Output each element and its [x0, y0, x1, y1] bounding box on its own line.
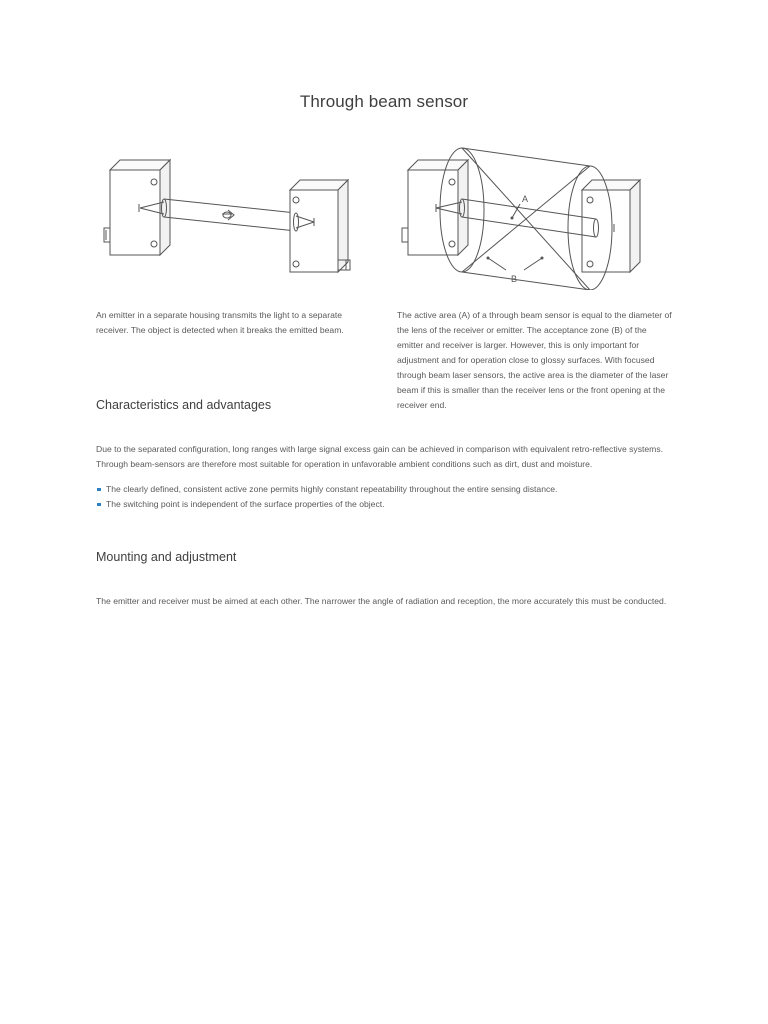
mounting-heading: Mounting and adjustment [96, 550, 237, 564]
label-b: B [511, 274, 518, 284]
list-item [96, 497, 676, 512]
bullet-icon [97, 488, 101, 491]
right-figure-caption: The active area (A) of a through beam sensor is equal to the diameter of the lens of the receiver or emitter. The acceptance zone (B) of the emitter and receiver is larger. However, this is only important for adjustment and for operation close to glossy surfaces. With focused through beam laser sensors, the active area is the diameter of the laser beam if this is smaller than the receiver lens or the front opening at the receiver end. [397, 310, 672, 410]
list-item [96, 482, 676, 497]
active-area-diagram [400, 140, 650, 290]
characteristics-heading: Characteristics and advantages [96, 398, 272, 412]
bullet-icon [97, 503, 101, 506]
left-figure-caption: An emitter in a separate housing transmits the light to a separate receiver. The object is detected when it breaks the emitted beam. [96, 310, 344, 335]
advantages-list [96, 482, 676, 512]
label-a: A [522, 194, 529, 204]
list-item-text: The switching point is independent of the surface properties of the object. [106, 499, 385, 509]
characteristics-paragraph: Due to the separated configuration, long ranges with large signal excess gain can be achieved in comparison with equivalent retro-reflective systems. Through beam-sensors are therefore most suitable for operation in unfavorable ambient conditions such as dirt, dust and moisture. [96, 444, 664, 469]
page-title: Through beam sensor [299, 92, 469, 111]
through-beam-diagram [100, 150, 360, 280]
mounting-paragraph: The emitter and receiver must be aimed at each other. The narrower the angle of radiation and reception, the more accurately this must be conducted. [96, 596, 667, 606]
list-item-text: The clearly defined, consistent active zone permits highly constant repeatability throughout the entire sensing distance. [106, 484, 558, 494]
